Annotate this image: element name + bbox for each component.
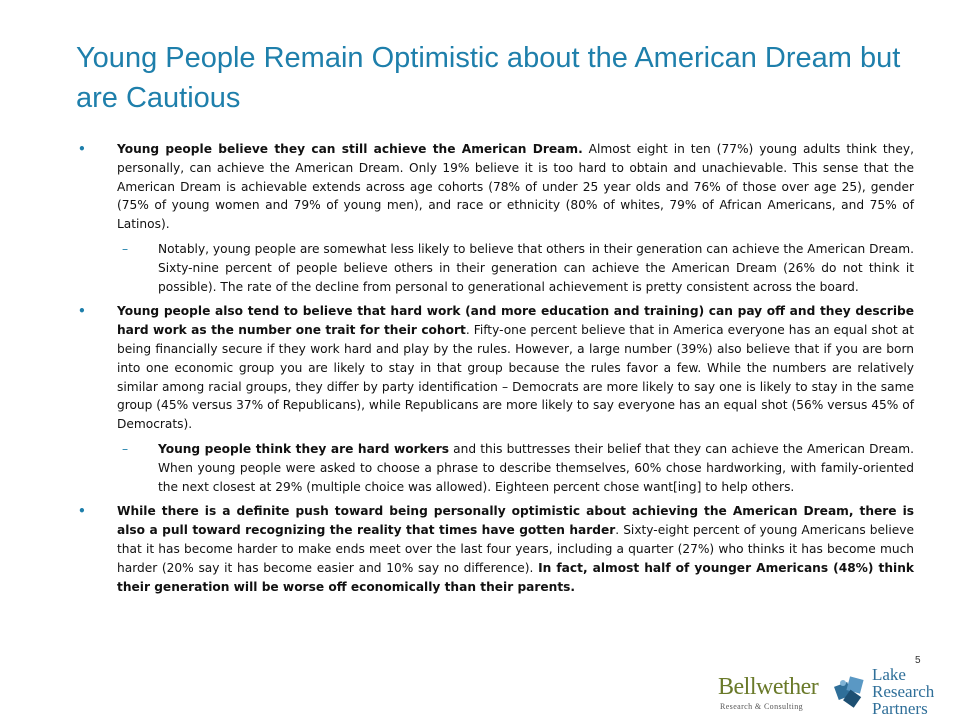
lrp-line-2: Research (872, 682, 935, 701)
bullet-text: . Fifty-one percent believe that in America everyone has an equal shot at being financially secure if they work hard and play by the rules. However, a large number (39%) also believe that if you are born into one economic group you are likely to stay in that group because the rules favor a few. While the numbers are relatively similar among racial groups, they differ by party identification – Democrats are more likely to say one is likely to stay in the same group (45% versus 37% of Republicans), while Republicans are more likely to say everyone has an equal shot (56% versus 45% of Democrats). (117, 323, 914, 432)
bullet-heading: Young people also tend to believe that hard work (and more education and training) can pay off and they describe hard work as the number one trait for their cohort (117, 304, 914, 338)
bellwether-logo (714, 674, 824, 718)
sub-point (76, 440, 914, 496)
bullet-heading: While there is a definite push toward being personally optimistic about achieving the American Dream, there is also a pull toward recognizing the reality that times have gotten harder (117, 504, 914, 538)
sub-text: Notably, young people are somewhat less likely to believe that others in their generation can achieve the American Dream. Sixty-nine percent of people believe others in their generation can achieve the American Dream (26% do not think it possible). The rate of the decline from personal to generational achievement is pretty consistent across the board. (158, 241, 914, 294)
sub-heading: Young people think they are hard workers (158, 441, 449, 456)
bullet-heading: Young people believe they can still achieve the American Dream. (117, 142, 583, 156)
bullet-icon: • (78, 304, 86, 319)
bullet-point (76, 302, 914, 434)
dash-icon: – (122, 241, 129, 256)
lake-research-partners-logo (834, 666, 954, 718)
bullet-point (76, 140, 914, 234)
body-content (76, 140, 914, 602)
bullet-icon: • (78, 142, 86, 156)
bullet-text: . Sixty-eight percent of young Americans believe that it has become harder to make ends meet over the last four years, including a quarter (27%) who thinks it has become much harder (20% say it has become easier and 10% say no difference). (117, 523, 915, 575)
bullet-point (76, 502, 914, 596)
bullet-conclusion: In fact, almost half of younger Americans (48%) think their generation will be worse off economically than their parents. (117, 560, 914, 594)
sub-point (76, 240, 914, 296)
bullet-icon: • (78, 504, 86, 519)
dash-icon: – (122, 441, 129, 456)
bullet-text: Almost eight in ten (77%) young adults think they, personally, can achieve the American Dream. Only 19% believe it is too hard to obtain and unachievable. This sense that the American Dream is achievable extends across age cohorts (78% of under 25 year olds and 76% of those over age 25), gender (75% of young women and 79% of young men), and race or ethnicity (80% of whites, 79% of African Americans, and 75% of Latinos). (117, 142, 914, 232)
bellwether-logo-name: Bellwether (718, 674, 819, 700)
lrp-logo-text (872, 666, 934, 717)
page-number: 5 (915, 655, 921, 666)
lrp-line-3: Partners (872, 699, 928, 718)
bellwether-logo-subtitle: Research & Consulting (720, 702, 804, 711)
sub-text: and this buttresses their belief that they can achieve the American Dream. When young people were asked to choose a phrase to describe themselves, 60% chose hardworking, with family-oriented the next closest at 29% (multiple choice was allowed). Eighteen percent chose want[ing] to help others. (158, 441, 915, 494)
puzzle-icon (834, 674, 868, 708)
lrp-line-1: Lake (872, 665, 906, 684)
page-title: Young People Remain Optimistic about the American Dream but are Cautious (76, 42, 901, 114)
